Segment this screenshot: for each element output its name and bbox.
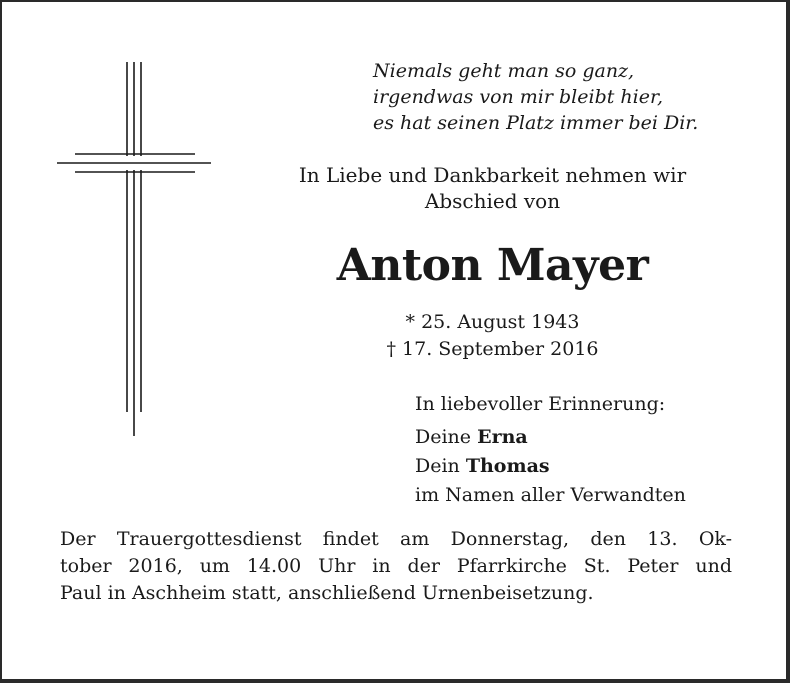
poem (373, 58, 698, 136)
mourner-name: Erna (477, 426, 528, 448)
mourner-line (415, 452, 686, 481)
memory-heading: In liebevoller Erinnerung: (415, 393, 666, 415)
mourner-name: Thomas (465, 455, 550, 477)
notice-line: Paul in Aschheim statt, anschließend Urnenbeisetzung. (60, 582, 594, 604)
intro-line: Abschied von (424, 189, 561, 213)
death-date: † 17. September 2016 (386, 338, 599, 360)
mourner-prefix: Dein (415, 455, 460, 477)
poem-line: Niemals geht man so ganz, (373, 60, 635, 82)
mourners-block (415, 390, 686, 510)
mourners-closing: im Namen aller Verwandten (415, 484, 686, 506)
birth-date: * 25. August 1943 (405, 311, 580, 333)
cross-icon (55, 60, 215, 440)
life-dates (255, 309, 730, 363)
mourner-prefix: Deine (415, 426, 472, 448)
poem-line: irgendwas von mir bleibt hier, (373, 86, 664, 108)
funeral-notice (60, 526, 732, 607)
notice-line: tober 2016, um 14.00 Uhr in der Pfarrkirche St. Peter und (60, 555, 732, 577)
notice-line: Der Trauergottesdienst findet am Donnerstag, den 13. Ok- (60, 528, 732, 550)
poem-line: es hat seinen Platz immer bei Dir. (373, 112, 699, 134)
deceased-name: Anton Mayer (336, 240, 649, 291)
intro-line: In Liebe und Dankbarkeit nehmen wir (298, 163, 687, 187)
intro-text (255, 162, 730, 214)
mourner-line (415, 423, 686, 452)
